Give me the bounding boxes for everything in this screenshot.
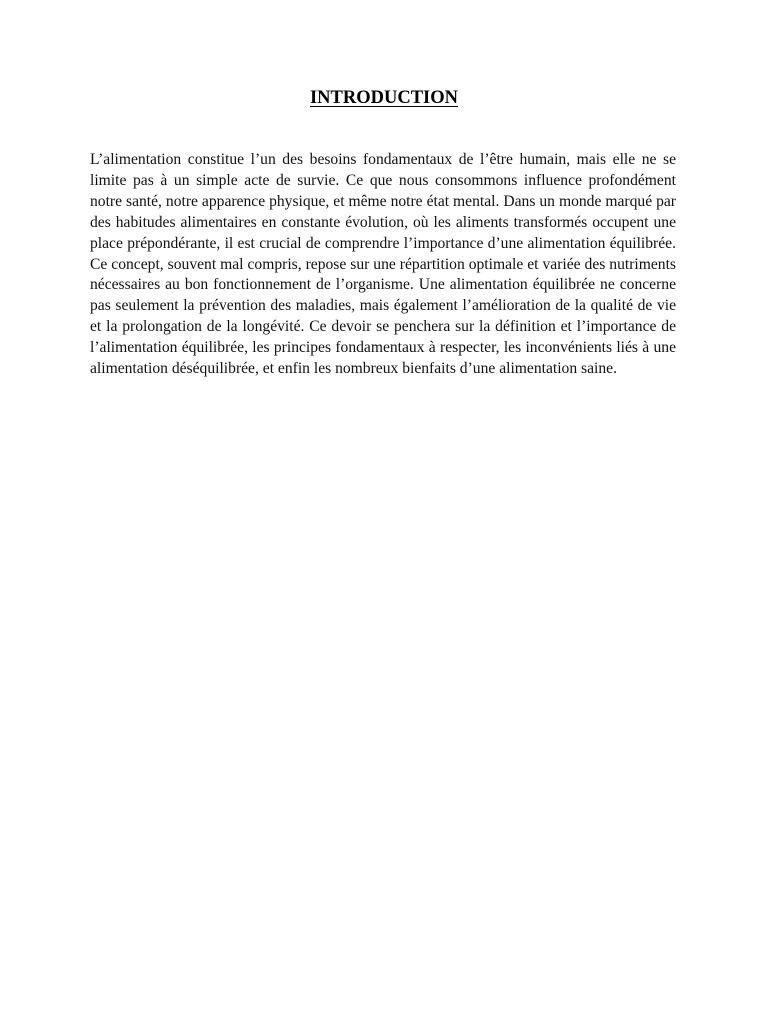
introduction-paragraph: L’alimentation constitue l’un des besoins fondamentaux de l’être humain, mais elle ne se limite pas à un simple acte de survie. Ce que nous consommons influence profondément notre santé, notre apparence physique, et même notre état mental. Dans un monde marqué par des habitudes alimentaires en constante évolution, où les aliments transformés occupent une place prépondérante, il est crucial de comprendre l’importance d’une alimentation équilibrée. Ce concept, souvent mal compris, repose sur une répartition optimale et variée des nutriments nécessaires au bon fonctionnement de l’organisme. Une alimentation équilibrée ne concerne pas seulement la prévention des maladies, mais également l’amélioration de la qualité de vie et la prolongation de la longévité. Ce devoir se penchera sur la définition et l’importance de l’alimentation équilibrée, les principes fondamentaux à respecter, les inconvénients liés à une alimentation déséquilibrée, et enfin les nombreux bienfaits d’une alimentation saine. [90, 151, 676, 378]
page-title-text: INTRODUCTION [309, 88, 459, 108]
page-title [0, 86, 768, 110]
